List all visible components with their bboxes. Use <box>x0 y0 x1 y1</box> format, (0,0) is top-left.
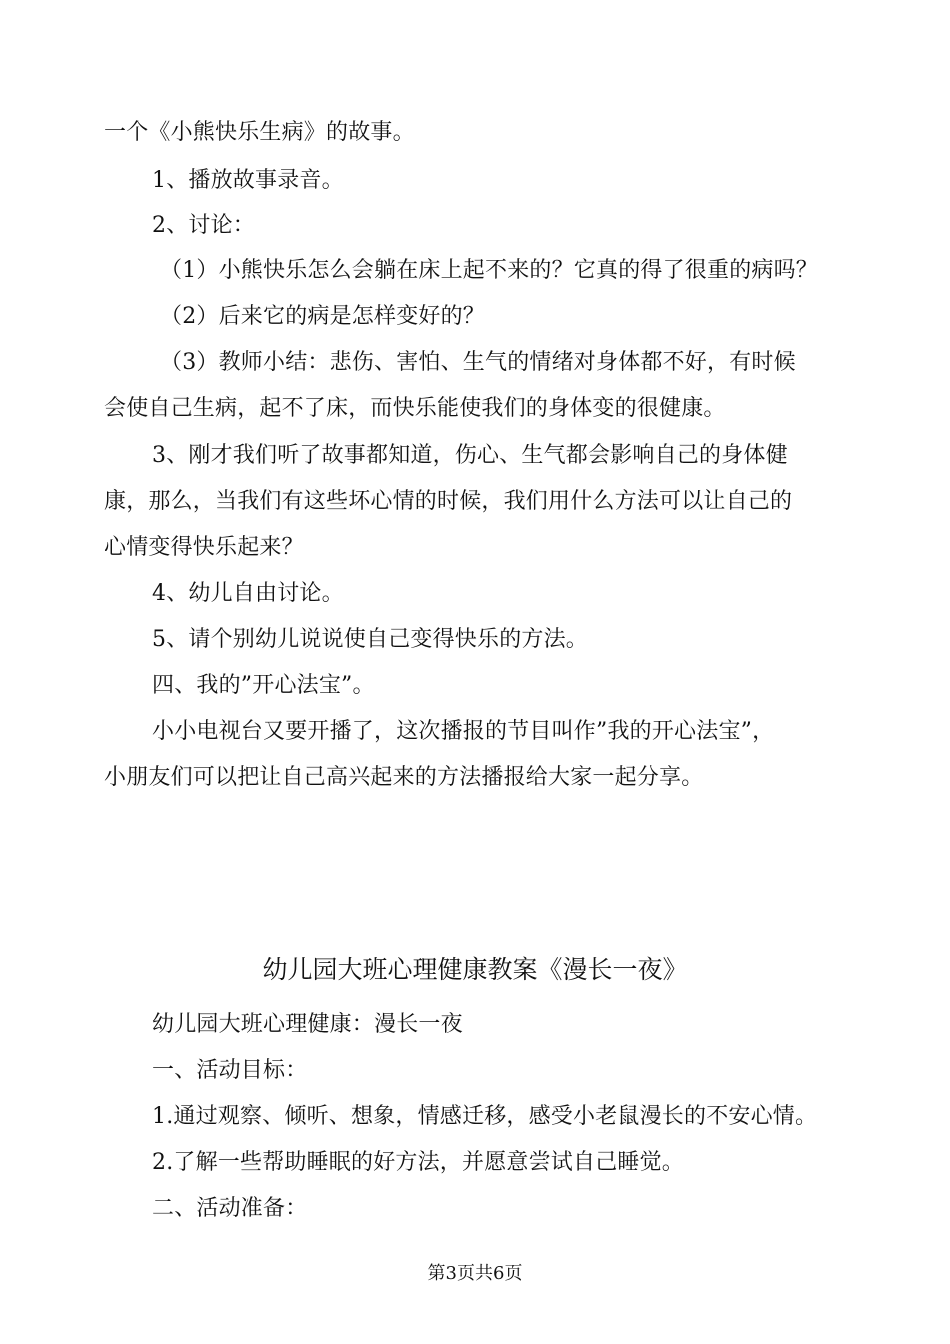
text-line: 康，那么，当我们有这些坏心情的时候，我们用什么方法可以让自己的 <box>104 489 793 514</box>
text-line: 心情变得快乐起来？ <box>104 535 304 560</box>
text-line: 一、活动目标： <box>152 1058 308 1083</box>
text-line: 小小电视台又要开播了，这次播报的节目叫作”我的开心法宝”， <box>152 719 775 744</box>
text-line: （2）后来它的病是怎样变好的？ <box>160 304 485 329</box>
text-line: 二、活动准备： <box>152 1196 308 1221</box>
text-line: 1.通过观察、倾听、想象，情感迁移，感受小老鼠漫长的不安心情。 <box>152 1104 818 1129</box>
text-line: 四、我的”开心法宝”。 <box>152 673 375 698</box>
text-line: 5、请个别幼儿说说使自己变得快乐的方法。 <box>152 627 588 652</box>
page-number: 第3页共6页 <box>427 1263 523 1284</box>
text-line: 一个《小熊快乐生病》的故事。 <box>104 120 415 145</box>
text-line: 2.了解一些帮助睡眠的好方法，并愿意尝试自己睡觉。 <box>152 1150 684 1175</box>
text-line: （3）教师小结：悲伤、害怕、生气的情绪对身体都不好，有时候 <box>160 350 796 375</box>
section-title: 幼儿园大班心理健康教案《漫长一夜》 <box>262 955 688 984</box>
text-line: 幼儿园大班心理健康：漫长一夜 <box>152 1012 463 1037</box>
text-line: 2、讨论： <box>152 213 255 238</box>
text-line: 会使自己生病，起不了床，而快乐能使我们的身体变的很健康。 <box>104 396 726 421</box>
text-line: 3、刚才我们听了故事都知道，伤心、生气都会影响自己的身体健 <box>152 443 788 468</box>
text-line: 小朋友们可以把让自己高兴起来的方法播报给大家一起分享。 <box>104 765 704 790</box>
text-line: （1）小熊快乐怎么会躺在床上起不来的？它真的得了很重的病吗？ <box>160 258 818 283</box>
text-line: 1、播放故事录音。 <box>152 168 344 193</box>
text-line: 4、幼儿自由讨论。 <box>152 581 344 606</box>
